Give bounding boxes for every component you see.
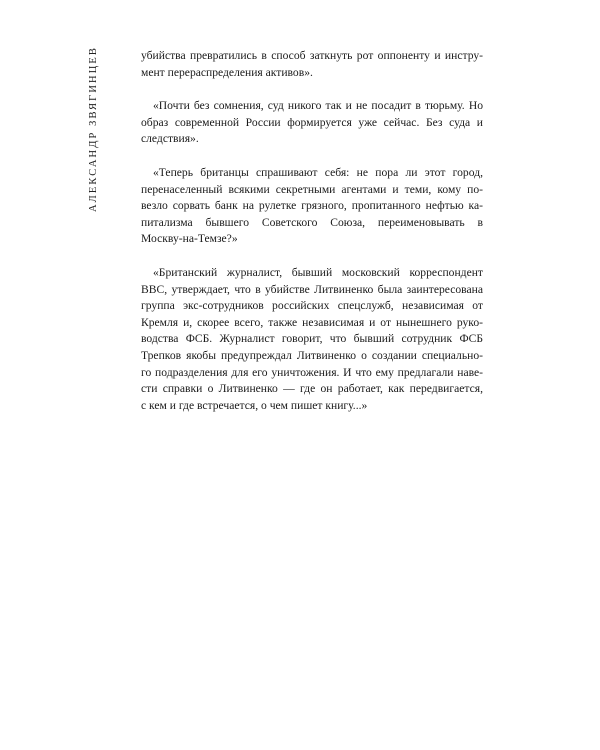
text-line: питализма бывшего Советского Союза, переименовывать в — [141, 215, 483, 229]
text-line: «Теперь британцы спрашивают себя: не пора ли этот город, — [153, 165, 483, 179]
text-line: с кем и где встречается, о чем пишет книгу...» — [141, 398, 368, 412]
paragraph-3 — [141, 165, 483, 248]
text-line: водства ФСБ. Журналист говорит, что бывший сотрудник ФСБ — [141, 332, 483, 346]
text-line: мент перераспределения активов». — [141, 65, 313, 79]
text-line: перенаселенный всякими секретными агентами и теми, кому по- — [141, 182, 483, 196]
text-line: Кремля и, скорее всего, также независимая и от нынешнего руко- — [141, 315, 483, 329]
running-head — [84, 46, 102, 216]
paragraph-1 — [141, 48, 483, 81]
text-line: Трепков якобы предупреждал Литвиненко о создании специально- — [141, 348, 483, 362]
text-line: «Почти без сомнения, суд никого так и не посадит в тюрьму. Но — [153, 99, 483, 113]
text-line: «Британский журналист, бывший московский корреспондент — [153, 265, 483, 279]
text-line: Москву-на-Темзе?» — [141, 232, 238, 246]
text-line: группа экс-сотрудников российских спецслужб, независимая от — [141, 299, 483, 313]
text-line: убийства превратились в способ заткнуть рот оппоненту и инстру- — [141, 49, 483, 62]
text-line: следствия». — [141, 132, 199, 146]
text-line: сти справки о Литвиненко — где он работает, как передвигается, — [141, 382, 483, 396]
text-line: образ современной России формируется уже сейчас. Без суда и — [141, 115, 483, 129]
text-line: везло сорвать банк на рулетке грязного, пропитанного нефтью ка- — [141, 199, 483, 213]
text-line: BBC, утверждает, что в убийстве Литвиненко была заинтересована — [141, 282, 483, 296]
page-text — [141, 48, 483, 431]
paragraph-4 — [141, 265, 483, 414]
text-line: го подразделения для его уничтожения. И что ему предлагали наве- — [141, 365, 483, 379]
running-head-author: АЛЕКСАНДР ЗВЯГИНЦЕВ — [87, 46, 99, 213]
paragraph-2 — [141, 98, 483, 148]
